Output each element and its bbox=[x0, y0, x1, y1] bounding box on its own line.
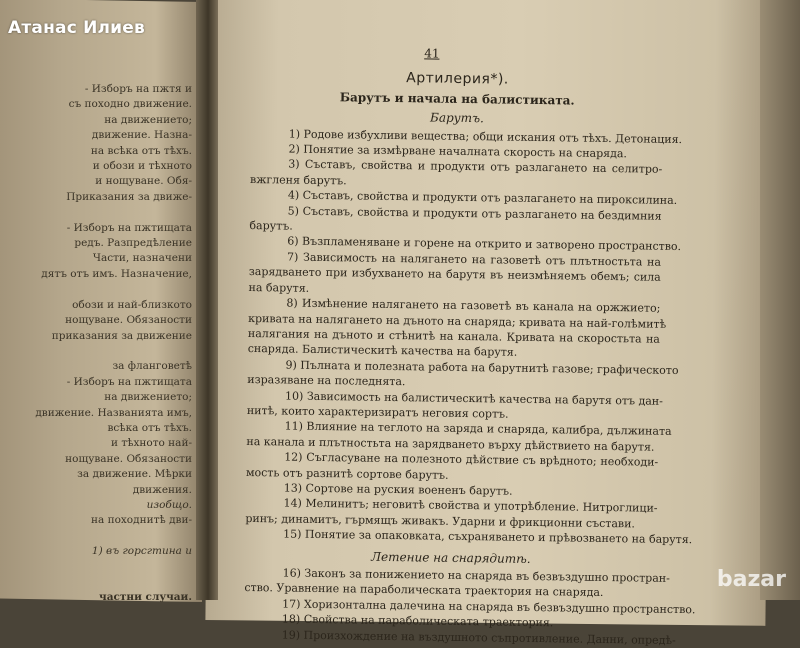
text-line: снаряда. Балистическитѣ качества на барутя. bbox=[247, 342, 518, 360]
left-page-line: съ походно движение. bbox=[68, 98, 192, 111]
left-page-line: Части, назначени bbox=[92, 252, 192, 265]
left-page-line bbox=[0, 344, 192, 359]
text-line: 14) Мелинитъ; неговитѣ свойства и употрѣбление. Нитроглици- bbox=[283, 496, 658, 516]
left-page-line: и нощуване. Обя- bbox=[95, 175, 192, 188]
left-page-line: изобщо. bbox=[146, 498, 192, 511]
text-line: на канала и плътностьта на зарядването върху дѣйствието на барутя. bbox=[246, 434, 655, 454]
left-page-line: всѣка отъ тѣхъ. bbox=[107, 421, 192, 434]
page-subtitle: Барутъ и начала на балистиката. bbox=[339, 90, 575, 108]
left-page-line: на движението; bbox=[104, 113, 192, 126]
text-line: барутъ. bbox=[249, 219, 293, 233]
left-page-line: дятъ отъ имъ. Назначение, bbox=[41, 267, 192, 280]
text-line: 13) Сортове на руския воененъ барутъ. bbox=[283, 481, 513, 498]
left-page-line: нощуване. Обязаности bbox=[65, 452, 192, 465]
left-page-line: обози и най-близкото bbox=[72, 298, 192, 311]
text-line: 5) Съставъ, свойства и продукти отъ разлагането на бездимния bbox=[287, 204, 662, 223]
text-line: 10) Зависимость на балистическитѣ качества на барутя отъ дан- bbox=[285, 389, 664, 408]
text-line: 11) Влияние на теглото на заряда и снаряда, калибра, дължината bbox=[284, 419, 672, 439]
page-title: Артилерия*). bbox=[406, 70, 509, 88]
text-line: 19) Произхождение на въздушното съпротивление. Данни, опредѣ- bbox=[281, 628, 676, 647]
text-line: 2) Понятие за измѣрване началната скорость на снаряда. bbox=[288, 142, 628, 161]
left-page-text bbox=[0, 82, 192, 606]
left-page-line: и обози и тѣхното bbox=[92, 160, 192, 173]
left-page-line: на движението; bbox=[104, 391, 192, 404]
left-page-line: - Изборъ на пжтя и bbox=[84, 83, 192, 95]
left-page-line: за фланговетѣ bbox=[112, 360, 192, 373]
text-line: 12) Съгласуване на полезното дѣйствие съ врѣдното; необходи- bbox=[284, 450, 659, 469]
text-line: 18) Свойства на параболическата траектория. bbox=[281, 612, 554, 630]
text-line: изразяване на последнята. bbox=[247, 373, 406, 389]
text-line: 9) Пълната и полезната работа на барутнитѣ газове; графическото bbox=[285, 358, 679, 377]
left-page-line: движение. Названията имъ, bbox=[35, 406, 192, 419]
text-line: 16) Законъ за понижението на снаряда въ безвъздушно простран- bbox=[282, 566, 670, 585]
left-page-line: частни случаи. bbox=[99, 591, 192, 604]
text-line: кривата на налягането на дънoто на снаряда; кривата на най-голѣмитѣ bbox=[248, 311, 667, 331]
section-heading-barut: Барутъ. bbox=[429, 110, 484, 126]
text-line: нитѣ, които характеризиратъ неговия сортъ. bbox=[246, 403, 509, 421]
left-page-line: приказания за движение bbox=[51, 329, 192, 342]
text-line: 1) Родове избухливи вещества; общи искания отъ тѣхъ. Детонация. bbox=[288, 127, 683, 146]
section-barut-body bbox=[245, 126, 693, 548]
left-page-line: на всѣка отъ тѣхъ. bbox=[90, 144, 192, 157]
text-line: 8) Измѣнение налягането на газоветѣ въ канала на оржжието; bbox=[286, 296, 661, 315]
left-page-line bbox=[0, 529, 192, 544]
text-line: 17) Хоризонтална далечина на снаряда въ безвъздушно пространство. bbox=[282, 597, 696, 617]
left-page-line: редъ. Разпредѣление bbox=[74, 237, 192, 250]
text-line: 3) Съставъ, свойства и продукти отъ разлагането на селитро- bbox=[288, 157, 663, 177]
right-page-edge bbox=[760, 0, 800, 600]
left-page-line: - Изборъ на пжтищата bbox=[66, 375, 192, 388]
text-line: 6) Възпламеняване и горене на открито и затворено пространство. bbox=[287, 234, 682, 254]
left-page-line: и тѣхното най- bbox=[111, 437, 192, 450]
text-line: 4) Съставъ, свойства и продукти отъ разлагането на пироксилина. bbox=[287, 188, 678, 208]
text-line: мость отъ разнитѣ сортове барутъ. bbox=[245, 465, 449, 482]
text-line: 15) Понятие за опаковката, съхраняването и прѣвозването на барутя. bbox=[283, 527, 693, 547]
marketplace-logo: bazar bbox=[716, 567, 786, 592]
book-gutter bbox=[196, 0, 218, 600]
left-page-line bbox=[0, 282, 192, 297]
section-letenie-body bbox=[244, 565, 696, 648]
left-page-line: на походнитѣ дви- bbox=[90, 514, 192, 527]
left-page-line bbox=[0, 560, 192, 575]
left-page-line: - Изборъ на пжтищата bbox=[66, 221, 192, 234]
watermark-text: Атанас Илиев bbox=[8, 18, 145, 38]
page-content bbox=[244, 44, 696, 648]
section-heading-letenie: Летение на снарядитѣ. bbox=[370, 549, 531, 566]
left-page-line: 1) въ горсгтина и bbox=[91, 545, 192, 558]
left-page-line: Приказания за движе- bbox=[66, 190, 192, 203]
left-page-line bbox=[0, 205, 192, 220]
left-page-line: за движение. Мѣрки bbox=[77, 468, 192, 481]
left-page-line: движения. bbox=[132, 483, 192, 496]
text-line: вжгленя барутъ. bbox=[250, 172, 347, 188]
text-line: ство. Уравнение на параболическата траектория на снаряда. bbox=[244, 581, 604, 600]
text-line: на барутя. bbox=[248, 280, 310, 295]
text-line: налягания на дънoто и стѣнитѣ на канала. Кривата на скоростьта на bbox=[247, 326, 661, 346]
text-line: 7) Зависимость на налягането на газоветѣ отъ плътностьта на bbox=[286, 250, 662, 269]
page-number: 41 bbox=[424, 46, 440, 61]
text-line: ринъ; динамитъ, гърмящъ живакъ. Ударни и фрикционни състави. bbox=[245, 511, 636, 531]
text-line: зарядването при избухването на барутя въ неизмѣняемъ обемъ; сила bbox=[248, 265, 661, 285]
left-page-line bbox=[0, 575, 192, 590]
left-page-line: нощуване. Обязаности bbox=[65, 314, 192, 327]
left-page-line: движение. Назна- bbox=[91, 129, 192, 142]
